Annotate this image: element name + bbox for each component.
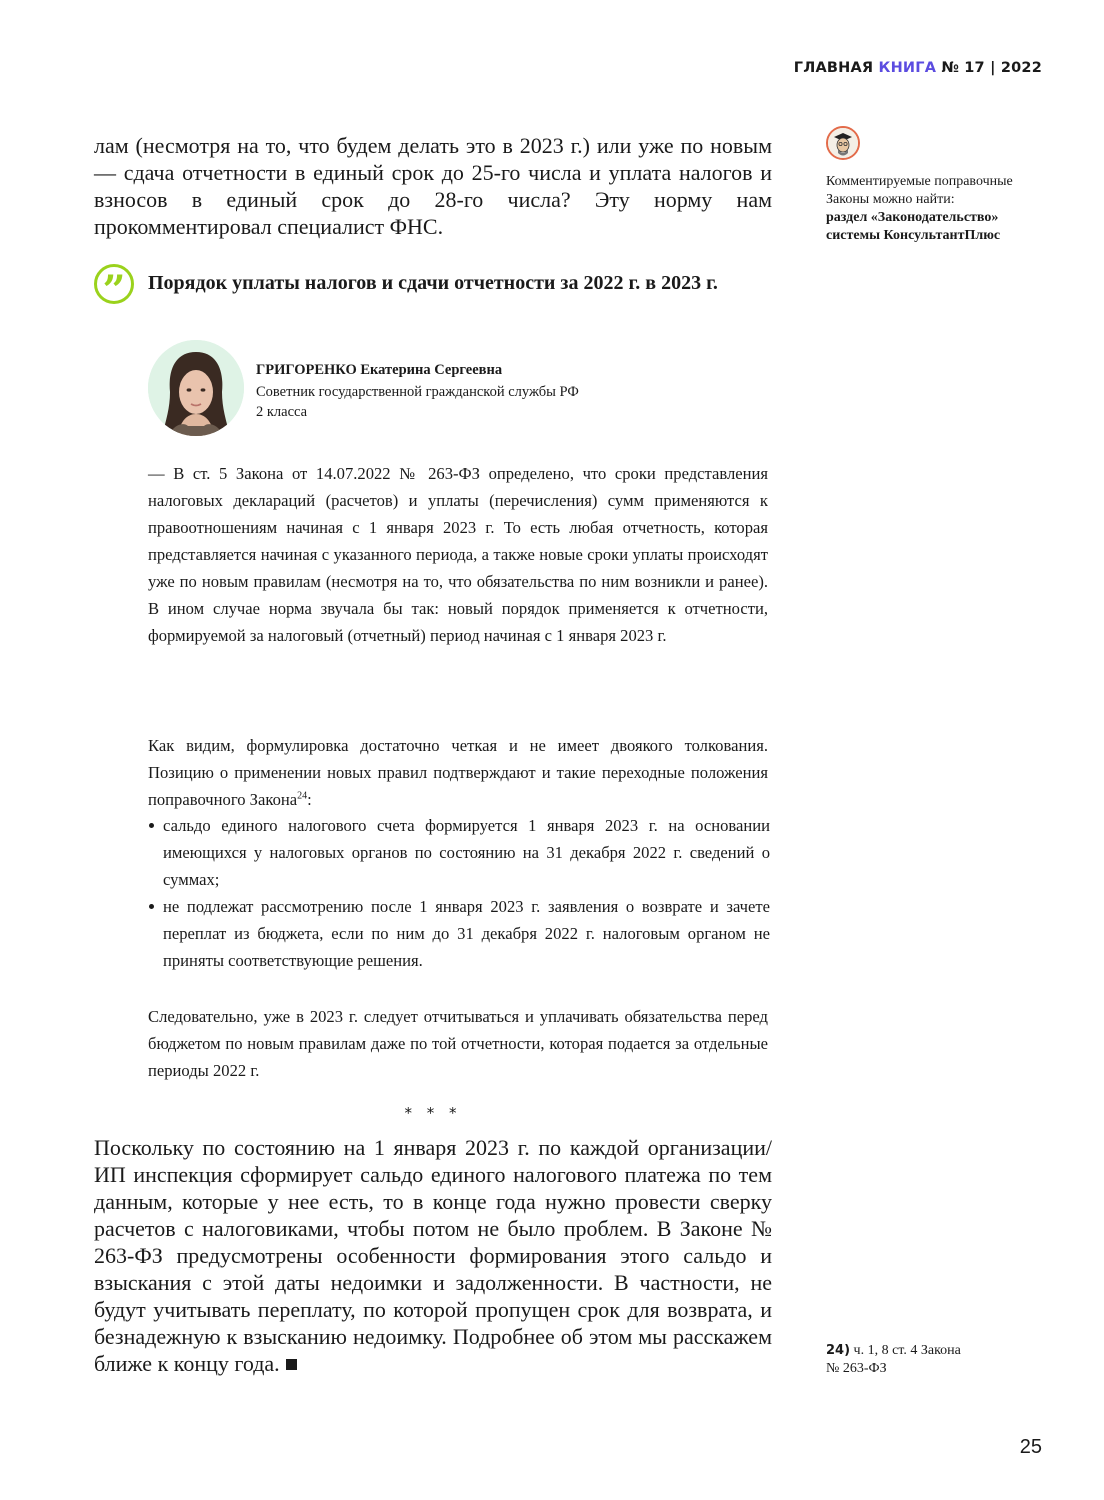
list-item: не подлежат рассмотрению после 1 января 2023 г. заявления о возврате и зачете переплат из бюджета, если по ним до 31 декабря 2022 г. налоговым органом не приняты соответствующие решения. — [148, 893, 770, 974]
quote-mark-icon — [94, 264, 134, 314]
closing-text-wrap — [94, 1134, 772, 1377]
quote-paragraph-3 — [148, 1003, 768, 1084]
sidebar-source-line1: раздел «Законодательство» — [826, 210, 999, 225]
sidebar-source-line2: системы КонсультантПлюс — [826, 228, 1001, 243]
brand-name: ГЛАВНАЯ — [793, 60, 874, 76]
quote-text-3: Следовательно, уже в 2023 г. следует отчитываться и уплачивать обязательства перед бюджетом по новым правилам даже по той отчетности, которая подается за отдельные периоды 2022 г. — [148, 1007, 768, 1080]
quote-paragraph-1 — [148, 460, 768, 649]
professor-illustration-icon — [828, 128, 858, 158]
expert-name: ГРИГОРЕНКО Екатерина Сергеевна — [256, 362, 503, 378]
footnote-number: 24) — [826, 1343, 851, 1358]
expert-position — [256, 382, 636, 422]
footnote-text-line2: № 263-ФЗ — [826, 1361, 887, 1376]
quote-paragraph-2 — [148, 732, 768, 813]
brand-name-accent: КНИГА — [878, 60, 937, 76]
issue-number: № 17 | 2022 — [941, 60, 1042, 76]
closing-text: Поскольку по состоянию на 1 января 2023 г. по каждой организации/ИП инспекция сформирует сальдо единого налогового платежа по тем данным, которые у нее есть, то в конце года нужно провести сверку расчетов с налоговиками, чтобы потом не было проблем. В Законе № 263-ФЗ предусмотрены особенности формирования этого сальдо и взыскания с этой даты недоимки и задолженности. В частности, не будут учитывать переплату, по которой пропущен срок для возврата, и безнадежную к взысканию недоимку. Подробнее об этом мы расскажем ближе к концу года. — [94, 1135, 772, 1376]
list-item: сальдо единого налогового счета формируется 1 января 2023 г. на основании имеющихся у налоговых органов по состоянию на 31 декабря 2022 г. сведений о суммах; — [148, 812, 770, 893]
expert-position-line2: 2 класса — [256, 404, 308, 420]
sidebar-note — [826, 173, 1056, 245]
page-header — [794, 60, 1042, 76]
page-number: 25 — [1019, 1436, 1042, 1458]
consultant-plus-professor-icon — [826, 126, 860, 160]
footnote-24 — [826, 1342, 1026, 1378]
intro-text: лам (несмотря на то, что будем делать это в 2023 г.) или уже по новым — сдача отчетности в единый срок до 25-го числа и уплата налогов и взносов в единый срок до 28-го числа? Эту норму нам прокомментировал специалист ФНС. — [94, 133, 772, 239]
sidebar-caption: Комментируемые поправочные Законы можно найти: — [826, 174, 1013, 207]
quote-text-2-end: : — [307, 790, 312, 809]
expert-portrait-image — [148, 340, 244, 436]
footnote-text-line1: ч. 1, 8 ст. 4 Закона — [853, 1343, 961, 1358]
intro-paragraph — [94, 132, 772, 240]
footnote-reference: 24 — [297, 790, 308, 802]
section-separator: * * * — [404, 1104, 462, 1122]
end-of-article-icon — [286, 1359, 297, 1370]
quote-text-1: — В ст. 5 Закона от 14.07.2022 № 263-ФЗ определено, что сроки представления налоговых деклараций (расчетов) и уплаты (перечисления) сумм применяются к правоотношениям начиная с 1 января 2023 г. То есть любая отчетность, которая представляется начиная с указанного периода, а также новые сроки уплаты происходят уже по новым правилам (несмотря на то, что обязательства по ним возникли и ранее). В ином случае норма звучала бы так: новый порядок применяется к отчетности, формируемой за налоговый (отчетный) период начиная с 1 января 2023 г. — [148, 464, 768, 645]
transition-provisions-list — [148, 812, 770, 974]
quote-text-2-body: Как видим, формулировка достаточно четкая и не имеет двоякого толкования. Позицию о применении новых правил подтверждают и такие переходные положения поправочного Закона — [148, 736, 768, 809]
quote-text-2 — [148, 732, 768, 813]
closing-paragraph — [94, 1134, 772, 1377]
expert-photo — [148, 340, 244, 436]
quote-glyph: ” — [102, 267, 126, 314]
expert-position-line1: Советник государственной гражданской службы РФ — [256, 384, 579, 400]
section-title: Порядок уплаты налогов и сдачи отчетности за 2022 г. в 2023 г. — [148, 272, 718, 294]
